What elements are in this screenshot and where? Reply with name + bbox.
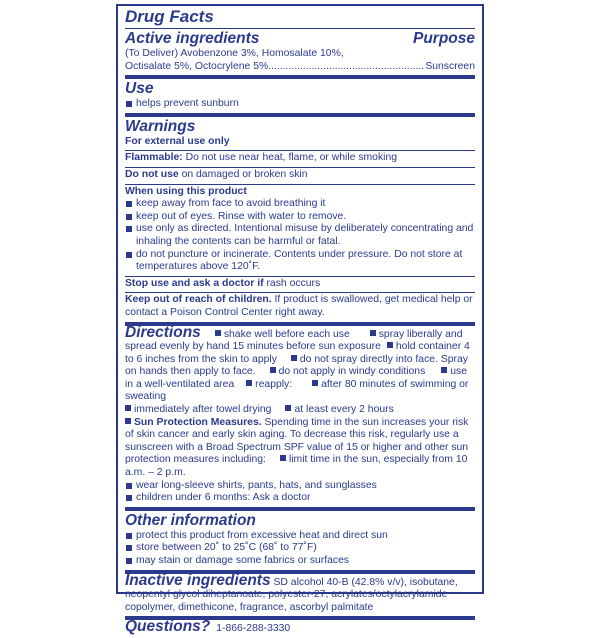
list-item: may stain or damage some fabrics or surfaces [125,555,475,568]
direction-item: spray liberally and spread evenly by hand 15 minutes before sun exposure [125,328,463,353]
warnings-intro-section [125,117,475,152]
bullet-icon [370,330,376,336]
direction-item: children under 6 months: Ask a doctor [125,492,475,505]
direction-item: wear long-sleeve shirts, pants, hats, and sunglasses [125,480,475,493]
bullet-icon [285,405,291,411]
flammable-text: Do not use near heat, flame, or while smoking [182,152,398,164]
direction-item: after 80 minutes of swimming or sweating [125,378,469,403]
questions-phone: 1-866-288-3330 [216,623,291,635]
direction-item: reapply: [255,378,293,390]
leader-dots [268,61,425,74]
do-not-use-text: on damaged or broken skin [178,168,308,180]
active-ingredients-section [125,29,475,79]
list-item: protect this product from excessive heat and direct sun [125,530,475,543]
direction-item: shake well before each use [223,328,350,340]
use-item: helps prevent sunburn [125,98,475,111]
purpose-heading: Purpose [412,30,475,47]
directions-heading: Directions [125,323,201,341]
bullet-icon [246,380,252,386]
direction-item: hold container 4 to 6 inches from the skin to apply [125,341,470,365]
bullet-icon [270,367,276,373]
bullet-icon [291,355,297,361]
bullet-icon [125,405,131,411]
bullet-icon [215,330,221,336]
inactive-ingredients-section [125,571,475,621]
list-item: keep away from face to avoid breathing it [125,198,475,211]
use-section [125,79,475,117]
directions-section [125,323,475,511]
direction-item: use in a well-ventilated area [125,366,468,390]
bullet-icon [441,367,447,373]
list-item: do not puncture or incinerate. Contents under pressure. Do not store at temperatures above 120˚F. [125,249,475,274]
inactive-ingredients-text: SD alcohol 40-B (42.8% v/v), isobutane, neopentyl glycol diheptanoate, polyester-27, acrylates/octylacrylamide copolymer, dimethicone, fragrance, ascorbyl palmitate [125,576,458,613]
drug-facts-title: Drug Facts [125,7,214,26]
direction-item: immediately after towel drying [134,404,272,416]
list-item: use only as directed. Intentional misuse by deliberately concentrating and inhaling the contents can be harmful or fatal. [125,223,475,248]
drug-facts-panel [116,4,484,636]
questions-section [125,620,475,638]
use-heading: Use [125,80,154,98]
do-not-use-label: Do not use [125,168,179,180]
external-use-only: For external use only [125,135,230,147]
do-not-use-section [125,168,475,185]
spf-text: Spending time in the sun increases your risk of skin cancer and early skin aging. To decrease this risk, regularly use a sunscreen with a Broad Spectrum SPF value of 15 or higher and other sun protection measures including: [125,416,469,466]
direction-item: at least every 2 hours [294,404,394,416]
keep-out-label: Keep out of reach of children. [125,294,272,306]
when-using-heading: When using this product [125,185,247,197]
stop-use-text: rash occurs [263,277,321,289]
questions-heading: Questions? [125,618,211,636]
title-section [125,6,475,29]
active-ingredients-heading: Active ingredients [125,30,260,47]
other-information-heading: Other information [125,511,256,529]
purpose-value: Sunscreen [425,60,475,72]
stop-use-section [125,277,475,294]
active-ingredients-line2 [125,61,475,74]
bullet-icon [312,380,318,386]
directions-block [125,323,475,480]
direction-item: limit time in the sun, especially from 10 a.m. – 2 p.m. [125,454,468,479]
warnings-heading: Warnings [125,117,196,135]
flammable-label: Flammable: [125,152,183,164]
list-item: keep out of eyes. Rinse with water to remove. [125,211,475,224]
other-information-section [125,511,475,574]
list-item: store between 20˚ to 25˚C (68˚ to 77˚F) [125,542,475,555]
spf-label: Sun Protection Measures. [134,416,262,428]
active-ingredients-line2-text: Octisalate 5%, Octocrylene 5% [125,60,269,72]
bullet-icon [387,342,393,348]
flammable-section [125,151,475,168]
inactive-ingredients-heading: Inactive ingredients [125,571,271,589]
bullet-icon [125,418,131,424]
keep-out-section [125,293,475,325]
when-using-section [125,185,475,277]
bullet-icon [280,455,286,461]
direction-item: do not spray directly into face. Spray on hands then apply to face. [125,353,468,378]
active-ingredients-line1: (To Deliver) Avobenzone 3%, Homosalate 10%, [125,48,344,59]
stop-use-label: Stop use and ask a doctor if [125,277,264,289]
direction-item: do not apply in windy conditions [278,366,426,378]
keep-out-text: If product is swallowed, get medical help or contact a Poison Control Center right away. [125,294,473,318]
